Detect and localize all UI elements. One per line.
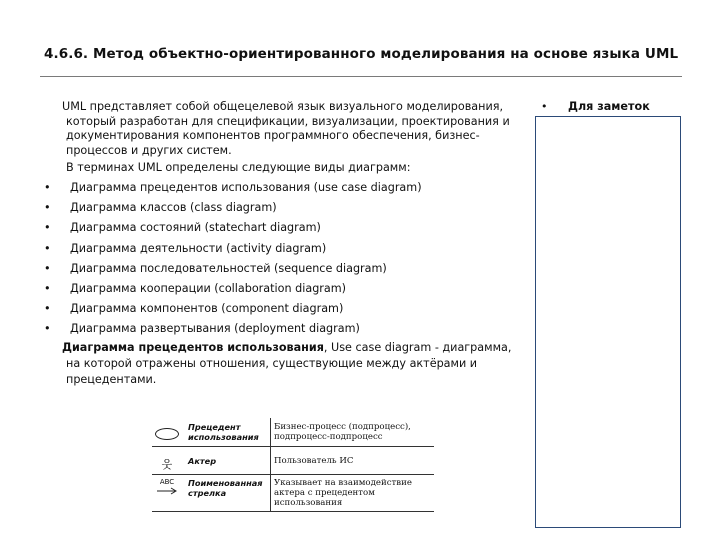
bullet-icon: • <box>44 221 51 235</box>
notes-box[interactable] <box>535 116 681 528</box>
list-item: • Диаграмма классов (class diagram) <box>44 198 524 218</box>
notes-bullet-icon: • <box>541 100 548 113</box>
bullet-icon: • <box>44 282 51 296</box>
list-item: • Диаграмма последовательностей (sequence diagram) <box>44 259 524 279</box>
legend-row-divider <box>152 446 434 447</box>
bullet-icon: • <box>44 322 51 336</box>
actor-icon: 웃 <box>161 458 173 471</box>
title-divider <box>40 76 682 77</box>
legend-name: Поименованная стрелка <box>188 478 263 498</box>
main-text <box>44 100 524 388</box>
page-title: 4.6.6. Метод объектно-ориентированного моделирования на основе языка UML <box>44 46 679 62</box>
list-item: • Диаграмма прецедентов использования (use case diagram) <box>44 178 524 198</box>
legend-name: Актер <box>188 456 217 466</box>
bullet-icon: • <box>44 302 51 316</box>
labeled-arrow-icon: ABC <box>152 478 182 495</box>
lead-line: В терминах UML определены следующие виды диаграмм: <box>66 161 411 174</box>
bullet-icon: • <box>44 241 51 255</box>
legend-desc: Бизнес-процесс (подпроцесс), подпроцесс-подпроцесс <box>274 422 411 442</box>
bullet-icon: • <box>44 181 51 194</box>
bullet-icon: • <box>44 201 51 215</box>
diagram-types-list <box>44 178 524 340</box>
definition-paragraph <box>44 340 524 388</box>
uml-legend-table <box>152 418 434 512</box>
definition-text: , Use case diagram - диаграмма, на которой отражены отношения, существующие между актёрами и прецедентами. <box>66 340 512 386</box>
list-item: • Диаграмма развертывания (deployment diagram) <box>44 319 524 339</box>
ellipse-icon <box>152 428 182 443</box>
list-item: • Диаграмма компонентов (component diagram) <box>44 299 524 319</box>
legend-desc: Указывает на взаимодействие актера с прецедентом использования <box>274 478 412 508</box>
bullet-icon: • <box>44 261 51 275</box>
definition-term: Диаграмма прецедентов использования <box>62 340 324 354</box>
legend-bottom-border <box>152 511 434 512</box>
legend-name: Прецедент использования <box>188 422 259 442</box>
intro-paragraph: UML представляет собой общецелевой язык визуального моделирования, который разработан для спецификации, визуализации, проектирования и документирования компонентов программного обеспечения, бизнес-процессов и других систем. <box>62 100 510 157</box>
legend-desc: Пользователь ИС <box>274 456 354 466</box>
legend-row-divider <box>152 474 434 475</box>
list-item: • Диаграмма деятельности (activity diagram) <box>44 239 524 259</box>
list-item: • Диаграмма кооперации (collaboration diagram) <box>44 279 524 299</box>
notes-title: Для заметок <box>568 100 650 113</box>
list-item: • Диаграмма состояний (statechart diagram) <box>44 218 524 238</box>
